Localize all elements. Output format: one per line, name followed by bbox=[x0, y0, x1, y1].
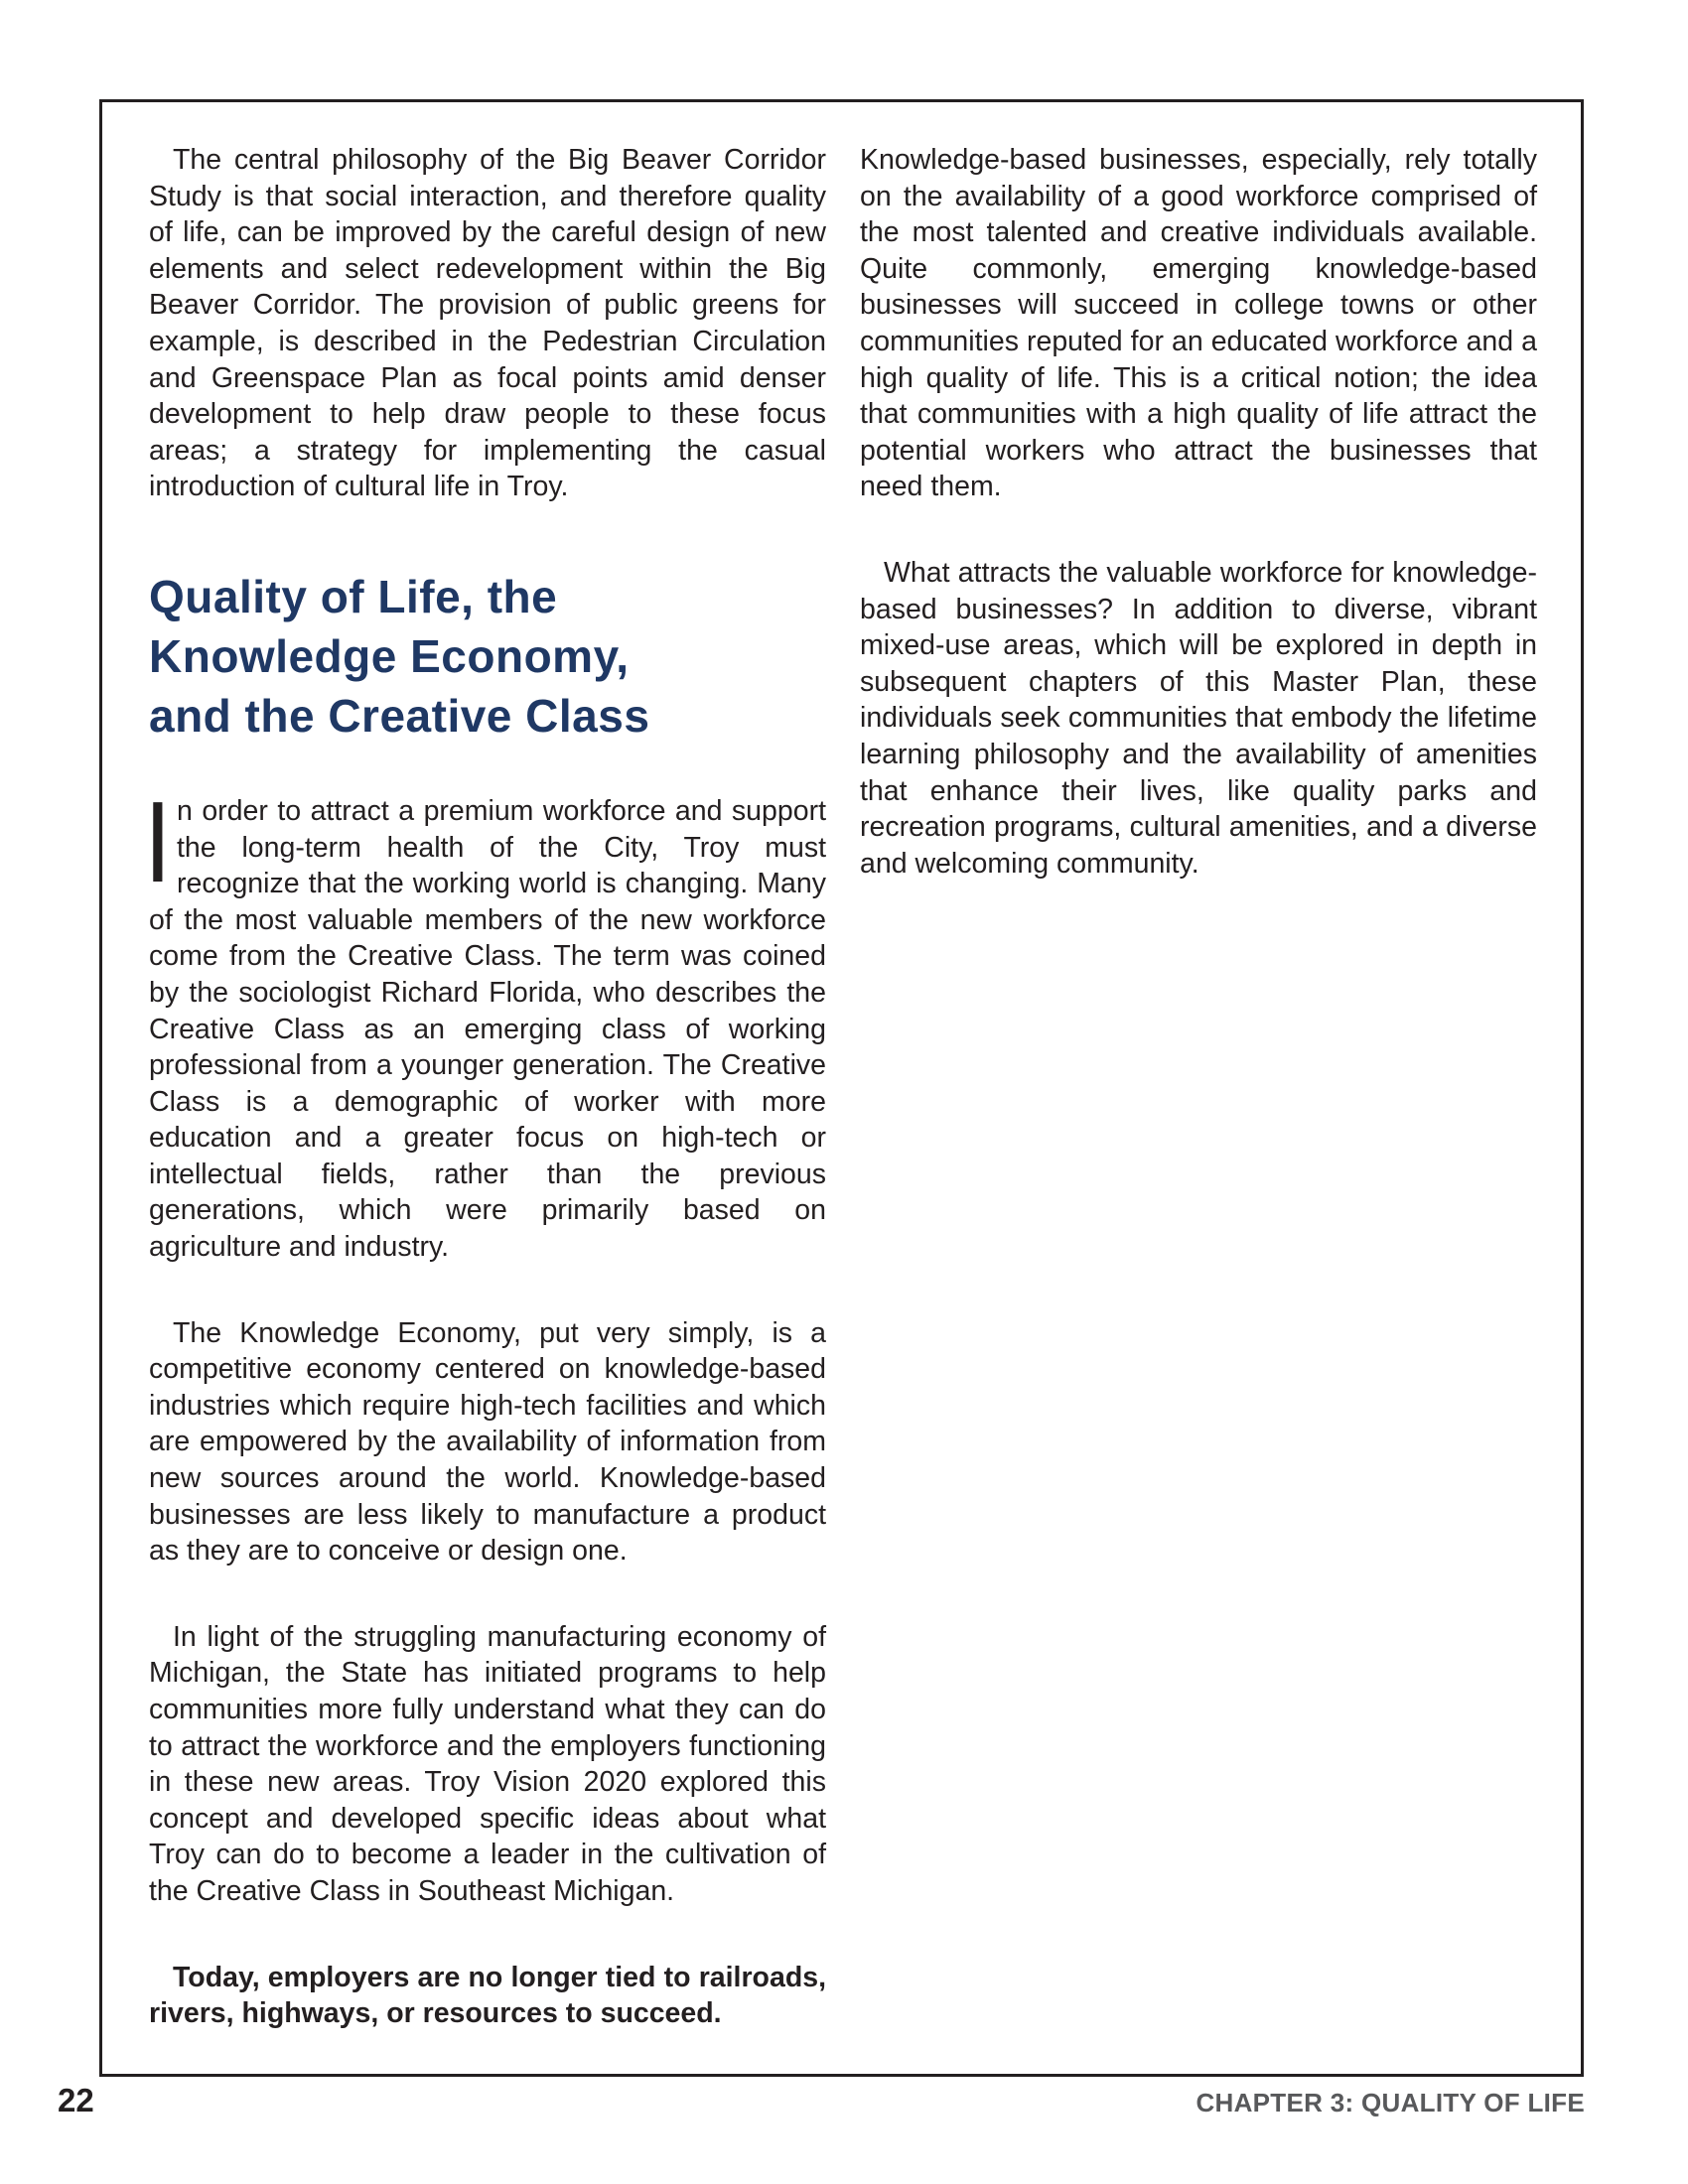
heading-line-1: Quality of Life, the bbox=[149, 570, 558, 622]
right-column bbox=[860, 142, 1537, 882]
body-paragraph-2: The Knowledge Economy, put very simply, is a competitive economy centered on knowledge-based industries which require high-tech facilities and which are empowered by the availability of information from new sources around the world. Knowledge-based businesses are less likely to manufacture a product as they are to conceive or design one. bbox=[149, 1316, 826, 1568]
section-heading bbox=[149, 567, 826, 746]
spacer bbox=[860, 505, 1537, 555]
intro-paragraph: The central philosophy of the Big Beaver Corridor Study is that social interaction, and therefore quality of life, can be improved by the careful design of new elements and select redevelopment within the Big Beaver Corridor. The provision of public greens for example, is described in the Pedestrian Circulation and Greenspace Plan as focal points amid denser development to help draw people to these focus areas; a strategy for implementing the casual introduction of cultural life in Troy. bbox=[149, 144, 826, 503]
spacer bbox=[149, 746, 826, 793]
spacer bbox=[149, 1266, 826, 1315]
spacer bbox=[149, 505, 826, 567]
body-paragraph-4: Today, employers are no longer tied to railroads, rivers, highways, or resources to succeed. bbox=[149, 1961, 826, 2030]
heading-line-2: Knowledge Economy, bbox=[149, 629, 630, 682]
chapter-footer: CHAPTER 3: QUALITY OF LIFE bbox=[1196, 2088, 1585, 2117]
body-paragraph-3: In light of the struggling manufacturing economy of Michigan, the State has initiated programs to help communities more fully understand what they can do to attract the workforce and the employers functioning in these new areas. Troy Vision 2020 explored this concept and developed specific ideas about what Troy can do to become a leader in the cultivation of the Creative Class in Southeast Michigan. bbox=[149, 1620, 826, 1907]
spacer bbox=[149, 1570, 826, 1619]
right-paragraph-1: Knowledge-based businesses, especially, rely totally on the availability of a good workforce comprised of the most talented and creative individuals available. Quite commonly, emerging knowledge-based businesses will succeed in college towns or other communities reputed for an educated workforce and a high quality of life. This is a critical notion; the idea that communities with a high quality of life attract the potential workers who attract the businesses that need them. bbox=[860, 144, 1537, 503]
body-paragraph-1 bbox=[149, 776, 826, 1266]
right-paragraph-2: What attracts the valuable workforce for knowledge-based businesses? In addition to diverse, vibrant mixed-use areas, which will be explored in depth in subsequent chapters of this Master Plan, these individuals seek communities that embody the lifetime learning philosophy and the availability of amenities that enhance their lives, like quality parks and recreation programs, cultural amenities, and a diverse and welcoming community. bbox=[860, 556, 1537, 880]
spacer bbox=[149, 1910, 826, 1960]
page-number: 22 bbox=[58, 2082, 94, 2118]
drop-cap: I bbox=[149, 776, 167, 906]
left-column bbox=[149, 142, 826, 2032]
body-paragraph-1-text: n order to attract a premium workforce and support the long-term health of the City, Troy must recognize that the working world is changing. Many of the most valuable members of the new workforce come from the Creative Class. The term was coined by the sociologist Richard Florida, who describes the Creative Class as an emerging class of working professional from a younger generation. The Creative Class is a demographic of worker with more education and a greater focus on high-tech or intellectual fields, rather than the previous generations, which were primarily based on agriculture and industry. bbox=[149, 794, 826, 1264]
heading-line-3: and the Creative Class bbox=[149, 689, 650, 742]
